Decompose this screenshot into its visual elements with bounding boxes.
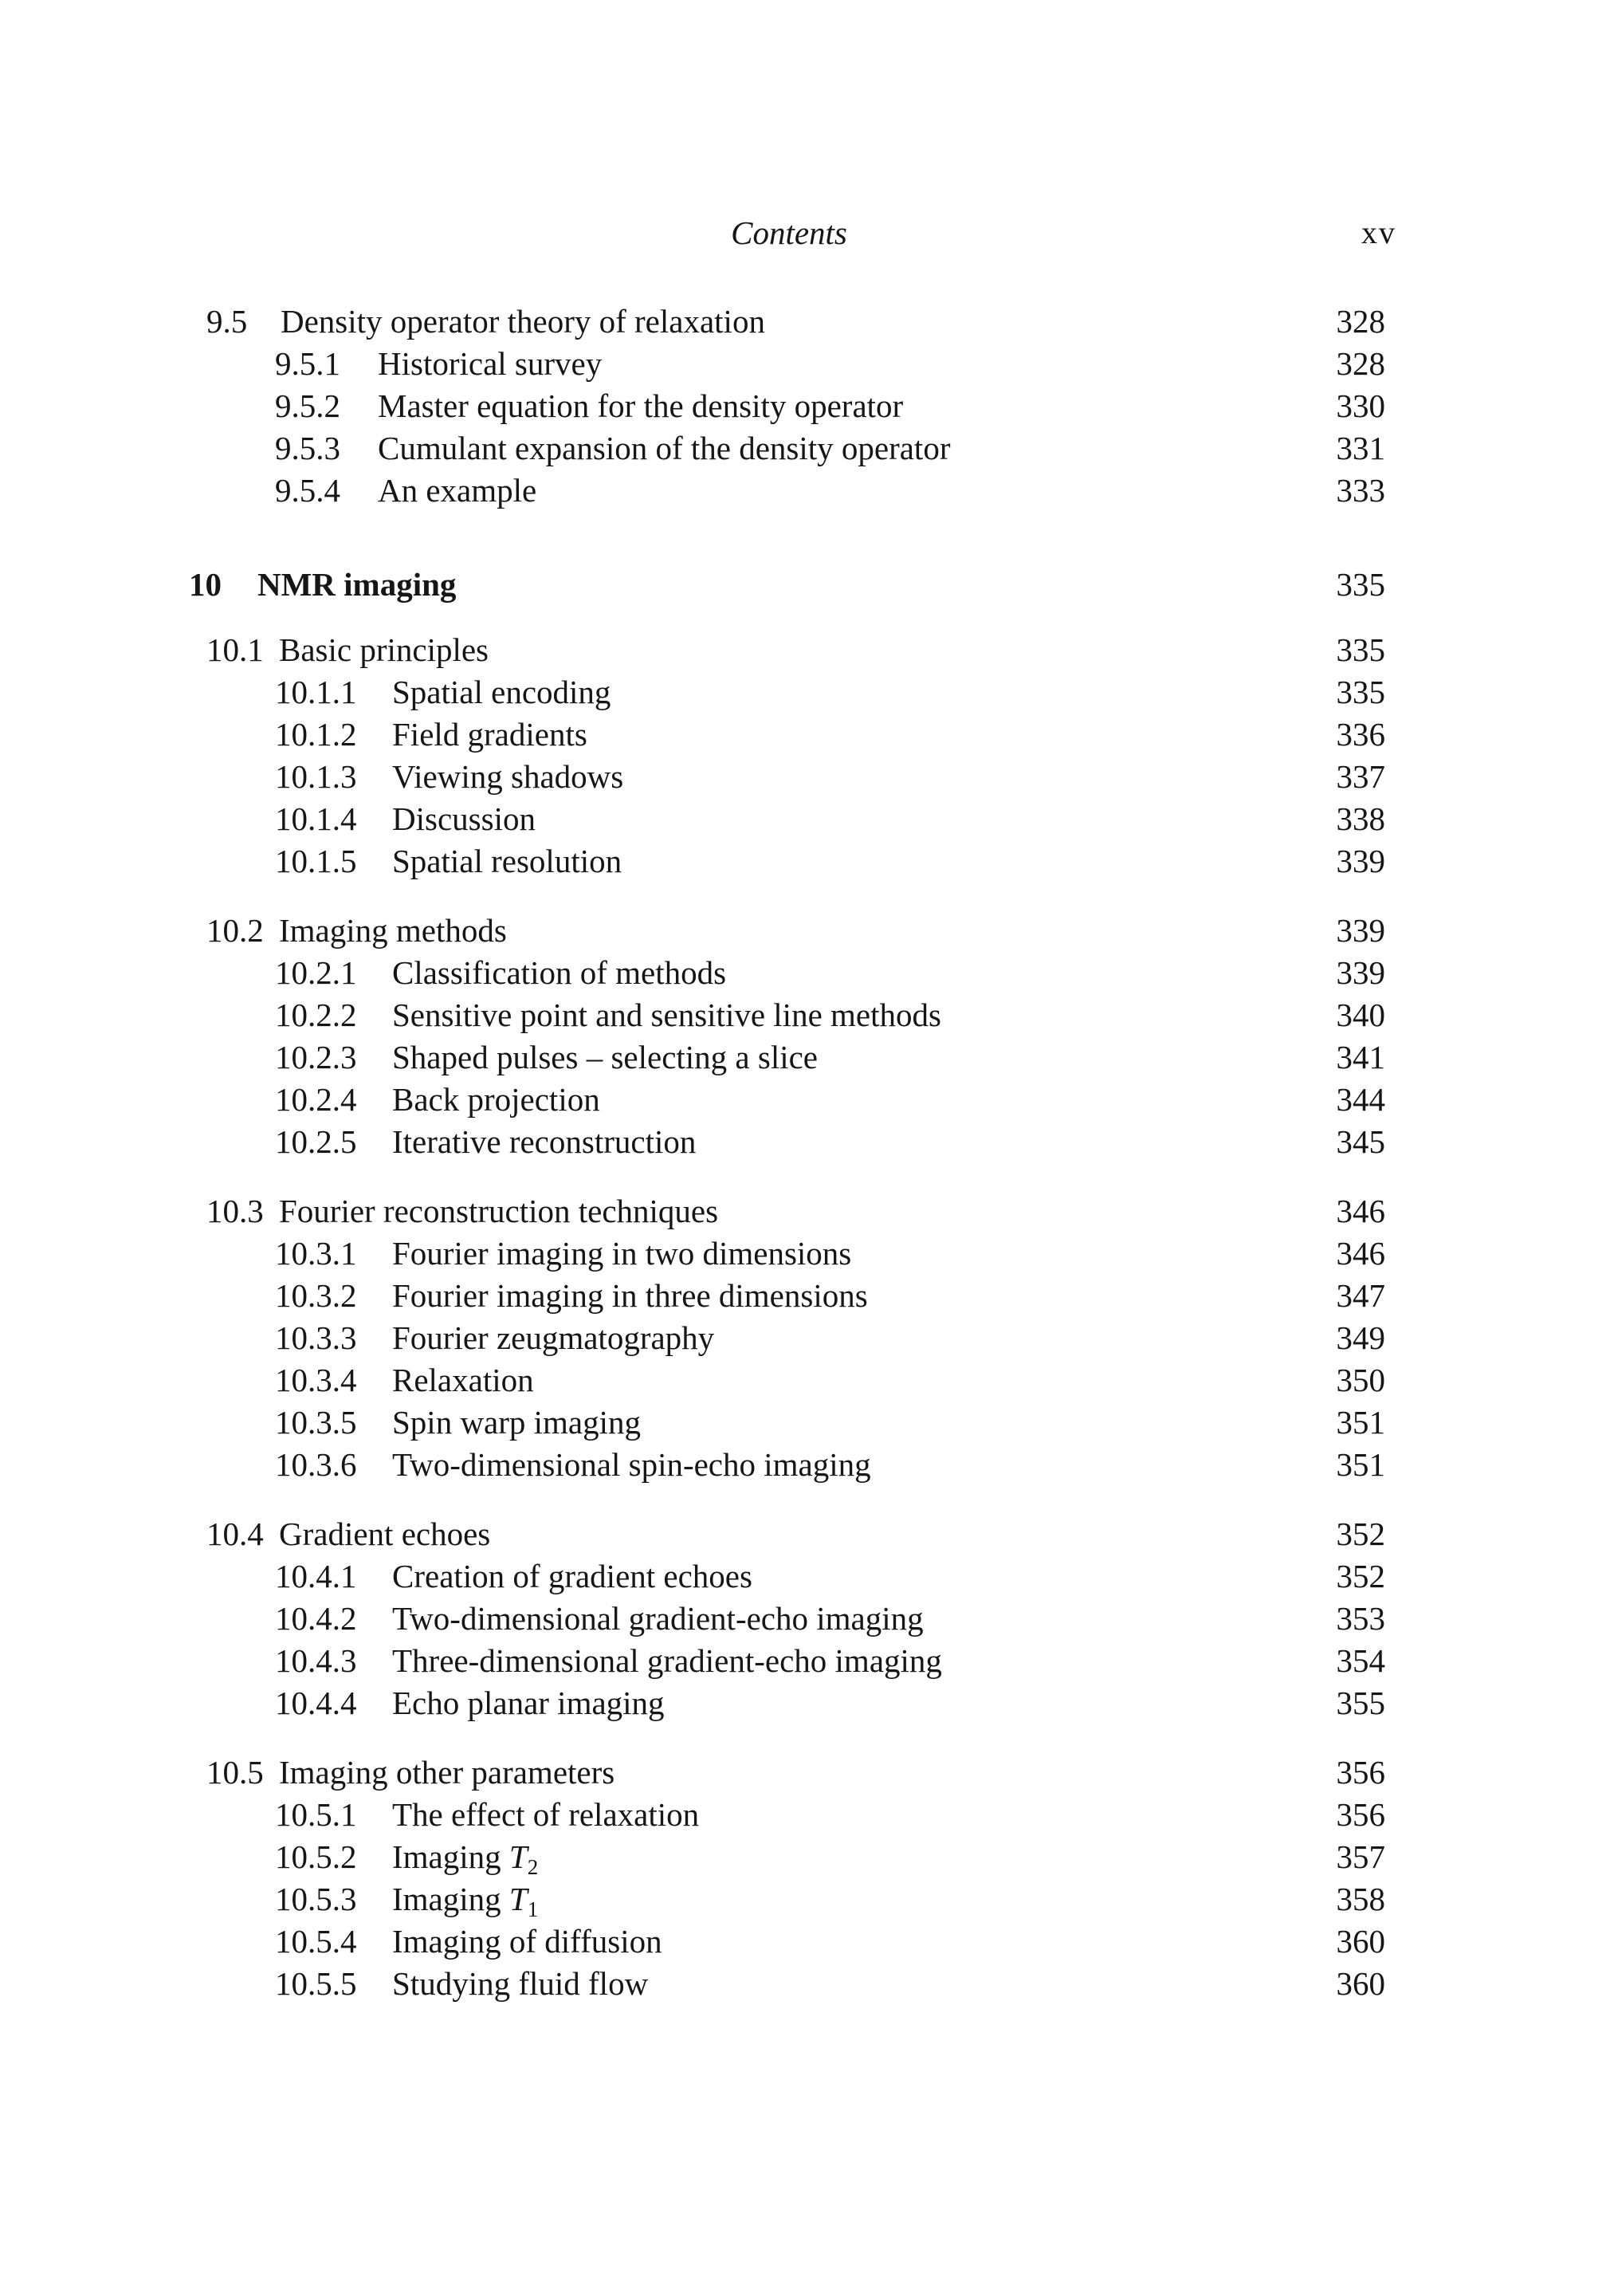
toc-subsection-10-3-1[interactable]: [0, 1232, 1602, 1275]
toc-subsection-10-5-3[interactable]: [0, 1877, 1602, 1921]
subsection-number: 10.2.2: [275, 997, 357, 1033]
toc-chapter-10[interactable]: [0, 563, 1602, 606]
toc-subsection-10-5-1[interactable]: [0, 1793, 1602, 1836]
subsection-title: Field gradients: [392, 716, 587, 753]
subsection-number: 10.2.1: [275, 954, 357, 991]
toc-subsection-10-4-1[interactable]: [0, 1555, 1602, 1598]
subsection-title: Imaging of diffusion: [392, 1923, 662, 1960]
page-number: 346: [1336, 1235, 1385, 1272]
toc-section-10-4[interactable]: [0, 1512, 1602, 1555]
subsection-number: 10.3.4: [275, 1362, 357, 1398]
subsection-number: 10.3.6: [275, 1446, 357, 1483]
toc-subsection-10-1-1[interactable]: [0, 670, 1602, 714]
page-number: 360: [1336, 1965, 1385, 2002]
toc-section-10-3[interactable]: [0, 1189, 1602, 1233]
subsection-number: 10.4.1: [275, 1558, 357, 1594]
running-title: Contents: [731, 214, 847, 251]
page-number: 339: [1336, 843, 1385, 879]
subsection-number: 10.4.2: [275, 1600, 357, 1637]
toc-subsection-10-4-3[interactable]: [0, 1639, 1602, 1682]
subsection-number: 10.2.4: [275, 1081, 357, 1118]
symbol-subscript: 2: [527, 1855, 539, 1879]
subsection-number: 10.1.3: [275, 758, 357, 795]
subsection-title: [392, 1835, 538, 1878]
toc-section-10-2[interactable]: [0, 909, 1602, 952]
section-title: Gradient echoes: [279, 1516, 491, 1552]
page-number: 341: [1336, 1039, 1385, 1075]
subsection-number: 9.5.1: [275, 345, 340, 382]
subsection-title: Two-dimensional gradient-echo imaging: [392, 1600, 924, 1637]
page-number: 335: [1336, 674, 1385, 710]
page-number: 351: [1336, 1404, 1385, 1441]
toc-subsection-10-5-2[interactable]: [0, 1835, 1602, 1878]
chapter-title: NMR imaging: [257, 566, 457, 603]
subsection-number: 10.5.1: [275, 1796, 357, 1833]
page-number: 352: [1336, 1558, 1385, 1594]
page-number: 330: [1336, 387, 1385, 424]
toc-subsection-10-3-3[interactable]: [0, 1316, 1602, 1359]
subsection-number: 10.1.4: [275, 800, 357, 837]
subsection-title: Classification of methods: [392, 954, 727, 991]
toc-subsection-10-2-4[interactable]: [0, 1078, 1602, 1121]
page-number: 354: [1336, 1642, 1385, 1679]
toc-subsection-10-5-4[interactable]: [0, 1920, 1602, 1963]
toc-subsection-10-1-5[interactable]: [0, 839, 1602, 883]
toc-subsection-10-4-4[interactable]: [0, 1681, 1602, 1724]
subsection-title: Two-dimensional spin-echo imaging: [392, 1446, 871, 1483]
toc-subsection-10-2-1[interactable]: [0, 951, 1602, 994]
subsection-title: Relaxation: [392, 1362, 534, 1398]
page-number: 333: [1336, 472, 1385, 509]
subsection-title: Fourier imaging in two dimensions: [392, 1235, 852, 1272]
toc-subsection-10-3-2[interactable]: [0, 1274, 1602, 1317]
toc-section-9-5[interactable]: [0, 300, 1602, 343]
page-number: 349: [1336, 1319, 1385, 1356]
page-number: 337: [1336, 758, 1385, 795]
page-number: 356: [1336, 1796, 1385, 1833]
page-number: 331: [1336, 430, 1385, 466]
subsection-number: 10.1.2: [275, 716, 357, 753]
subsection-number: 10.2.3: [275, 1039, 357, 1075]
toc-subsection-10-3-4[interactable]: [0, 1358, 1602, 1402]
page-number: 347: [1336, 1277, 1385, 1314]
page-number: 352: [1336, 1516, 1385, 1552]
toc-subsection-10-3-5[interactable]: [0, 1401, 1602, 1444]
subsection-title: Studying fluid flow: [392, 1965, 649, 2002]
subsection-title: Viewing shadows: [392, 758, 624, 795]
page-number: 353: [1336, 1600, 1385, 1637]
toc-subsection-10-2-3[interactable]: [0, 1036, 1602, 1079]
subsection-number: 10.3.1: [275, 1235, 357, 1272]
subsection-number: 9.5.2: [275, 387, 340, 424]
subsection-title: The effect of relaxation: [392, 1796, 700, 1833]
page-number: 360: [1336, 1923, 1385, 1960]
subsection-number: 10.1.5: [275, 843, 357, 879]
section-number: 10.1: [206, 631, 264, 668]
subsection-title: Iterative reconstruction: [392, 1123, 697, 1160]
subsection-title: Back projection: [392, 1081, 600, 1118]
toc-subsection-9-5-1[interactable]: [0, 342, 1602, 385]
subsection-title: Discussion: [392, 800, 536, 837]
subsection-number: 10.2.5: [275, 1123, 357, 1160]
page-number: 345: [1336, 1123, 1385, 1160]
page-number: 328: [1336, 345, 1385, 382]
title-text: Imaging: [392, 1838, 509, 1875]
section-title: Density operator theory of relaxation: [281, 303, 765, 340]
section-number: 10.5: [206, 1754, 264, 1791]
subsection-title: [392, 1877, 538, 1921]
toc-subsection-10-4-2[interactable]: [0, 1597, 1602, 1640]
subsection-title: Spatial encoding: [392, 674, 611, 710]
page-number: 338: [1336, 800, 1385, 837]
page-number: 358: [1336, 1881, 1385, 1917]
page-folio: xv: [1361, 214, 1396, 250]
subsection-title: Creation of gradient echoes: [392, 1558, 752, 1594]
section-number: 10.3: [206, 1193, 264, 1229]
toc-section-10-5[interactable]: [0, 1751, 1602, 1794]
symbol-t: T: [508, 1838, 528, 1875]
page-number: 336: [1336, 716, 1385, 753]
section-title: Fourier reconstruction techniques: [279, 1193, 719, 1229]
subsection-title: Shaped pulses – selecting a slice: [392, 1039, 819, 1075]
subsection-title: Sensitive point and sensitive line methods: [392, 997, 941, 1033]
page-number: 340: [1336, 997, 1385, 1033]
subsection-title: Cumulant expansion of the density operator: [378, 430, 951, 466]
chapter-number: 10: [189, 566, 222, 603]
section-number: 10.4: [206, 1516, 264, 1552]
toc-subsection-9-5-4[interactable]: [0, 469, 1602, 512]
toc-subsection-10-2-2[interactable]: [0, 993, 1602, 1036]
subsection-number: 10.4.3: [275, 1642, 357, 1679]
toc-subsection-10-3-6[interactable]: [0, 1443, 1602, 1486]
section-title: Imaging other parameters: [279, 1754, 615, 1791]
toc-subsection-10-5-5[interactable]: [0, 1962, 1602, 2005]
subsection-number: 9.5.4: [275, 472, 340, 509]
subsection-title: Fourier imaging in three dimensions: [392, 1277, 868, 1314]
page-number: 335: [1336, 631, 1385, 668]
page-number: 355: [1336, 1685, 1385, 1721]
page-number: 339: [1336, 954, 1385, 991]
toc-subsection-9-5-3[interactable]: [0, 427, 1602, 470]
page-number: 339: [1336, 912, 1385, 949]
subsection-number: 9.5.3: [275, 430, 340, 466]
page-number: 356: [1336, 1754, 1385, 1791]
subsection-title: Spatial resolution: [392, 843, 622, 879]
subsection-number: 10.3.3: [275, 1319, 357, 1356]
subsection-title: Fourier zeugmatography: [392, 1319, 715, 1356]
section-title: Basic principles: [279, 631, 489, 668]
subsection-number: 10.4.4: [275, 1685, 357, 1721]
toc-subsection-10-1-2[interactable]: [0, 713, 1602, 756]
subsection-number: 10.3.5: [275, 1404, 357, 1441]
subsection-title: Spin warp imaging: [392, 1404, 642, 1441]
page-number: 357: [1336, 1838, 1385, 1875]
subsection-number: 10.3.2: [275, 1277, 357, 1314]
page-number: 335: [1336, 566, 1385, 603]
subsection-number: 10.5.4: [275, 1923, 357, 1960]
subsection-title: Echo planar imaging: [392, 1685, 665, 1721]
page-number: 328: [1336, 303, 1385, 340]
subsection-title: Historical survey: [378, 345, 603, 382]
subsection-title: An example: [378, 472, 537, 509]
page-number: 350: [1336, 1362, 1385, 1398]
toc-subsection-9-5-2[interactable]: [0, 384, 1602, 427]
title-text: Imaging: [392, 1881, 509, 1917]
symbol-subscript: 1: [527, 1897, 539, 1921]
subsection-number: 10.5.5: [275, 1965, 357, 2002]
section-title: Imaging methods: [279, 912, 507, 949]
section-number: 9.5: [206, 303, 248, 340]
page-number: 344: [1336, 1081, 1385, 1118]
subsection-title: Master equation for the density operator: [378, 387, 904, 424]
section-number: 10.2: [206, 912, 264, 949]
subsection-number: 10.5.2: [275, 1838, 357, 1875]
page-number: 351: [1336, 1446, 1385, 1483]
symbol-t: T: [508, 1881, 528, 1917]
subsection-number: 10.5.3: [275, 1881, 357, 1917]
toc-section-10-1[interactable]: [0, 628, 1602, 671]
toc-subsection-10-1-3[interactable]: [0, 755, 1602, 798]
subsection-title: Three-dimensional gradient-echo imaging: [392, 1642, 942, 1679]
toc-subsection-10-2-5[interactable]: [0, 1120, 1602, 1163]
toc-subsection-10-1-4[interactable]: [0, 797, 1602, 840]
subsection-number: 10.1.1: [275, 674, 357, 710]
page-number: 346: [1336, 1193, 1385, 1229]
